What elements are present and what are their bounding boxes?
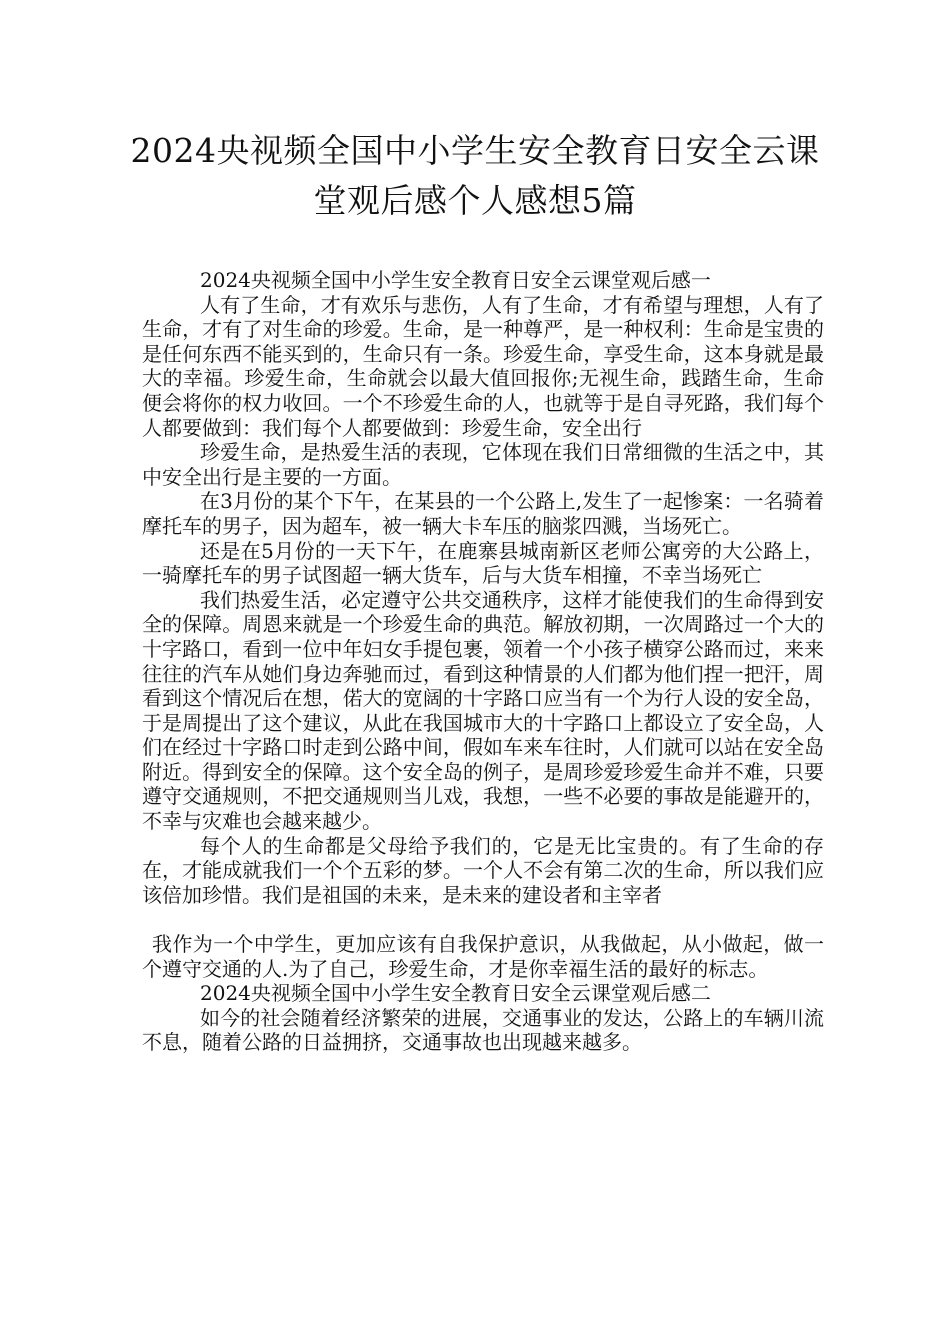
document-title: 2024央视频全国中小学生安全教育日安全云课堂观后感个人感想5篇 <box>130 131 820 220</box>
paragraph: 如今的社会随着经济繁荣的进展，交通事业的发达，公路上的车辆川流不息，随着公路的日益拥挤，交通事故也出现越来越多。 <box>142 1005 824 1055</box>
section-heading-1: 2024央视频全国中小学生安全教育日安全云课堂观后感一 <box>200 268 711 292</box>
paragraph: 还是在5月份的一天下午，在鹿寨县城南新区老师公寓旁的大公路上，一骑摩托车的男子试图超一辆大货车，后与大货车相撞，不幸当场死亡 <box>142 538 824 588</box>
paragraph: 每个人的生命都是父母给予我们的，它是无比宝贵的。有了生命的存在，才能成就我们一个个五彩的梦。一个人不会有第二次的生命，所以我们应该倍加珍惜。我们是祖国的未来，是未来的建设者和主宰者 <box>142 833 824 907</box>
paragraph: 我们热爱生活，必定遵守公共交通秩序，这样才能使我们的生命得到安全的保障。周恩来就是一个珍爱生命的典范。解放初期，一次周路过一个大的十字路口，看到一位中年妇女手提包裹，领着一个小孩子横穿公路而过，来来往往的汽车从她们身边奔驰而过，看到这种情景的人们都为他们捏一把汗，周看到这个情况后在想，偌大的宽阔的十字路口应当有一个为行人设的安全岛，于是周提出了这个建议，从此在我国城市大的十字路口上都设立了安全岛，人们在经过十字路口时走到公路中间，假如车来车往时，人们就可以站在安全岛附近。得到安全的保障。这个安全岛的例子，是周珍爱珍爱生命并不难，只要遵守交通规则，不把交通规则当儿戏，我想，一些不必要的事故是能避开的，不幸与灾难也会越来越少。 <box>142 587 824 834</box>
paragraph: 我作为一个中学生，更加应该有自我保护意识，从我做起，从小做起，做一个遵守交通的人.为了自己，珍爱生命，才是你幸福生活的最好的标志。 <box>142 932 824 981</box>
paragraph: 珍爱生命，是热爱生活的表现，它体现在我们日常细微的生活之中，其中安全出行是主要的一方面。 <box>142 440 824 489</box>
paragraph: 人有了生命，才有欢乐与悲伤，人有了生命，才有希望与理想，人有了生命，才有了对生命的珍爱。生命，是一种尊严，是一种权利：生命是宝贵的是任何东西不能买到的，生命只有一条。珍爱生命，享受生命，这本身就是最大的幸福。珍爱生命，生命就会以最大值回报你;无视生命，践踏生命，生命便会将你的权力收回。一个不珍爱生命的人，也就等于是自寻死路，我们每个人都要做到：我们每个人都要做到：珍爱生命，安全出行 <box>142 292 824 440</box>
paragraph: 在3月份的某个下午，在某县的一个公路上,发生了一起惨案：一名骑着摩托车的男子，因为超车，被一辆大卡车压的脑浆四溅，当场死亡。 <box>142 489 824 538</box>
section-heading-2: 2024央视频全国中小学生安全教育日安全云课堂观后感二 <box>200 981 711 1006</box>
document-body <box>142 268 824 1055</box>
